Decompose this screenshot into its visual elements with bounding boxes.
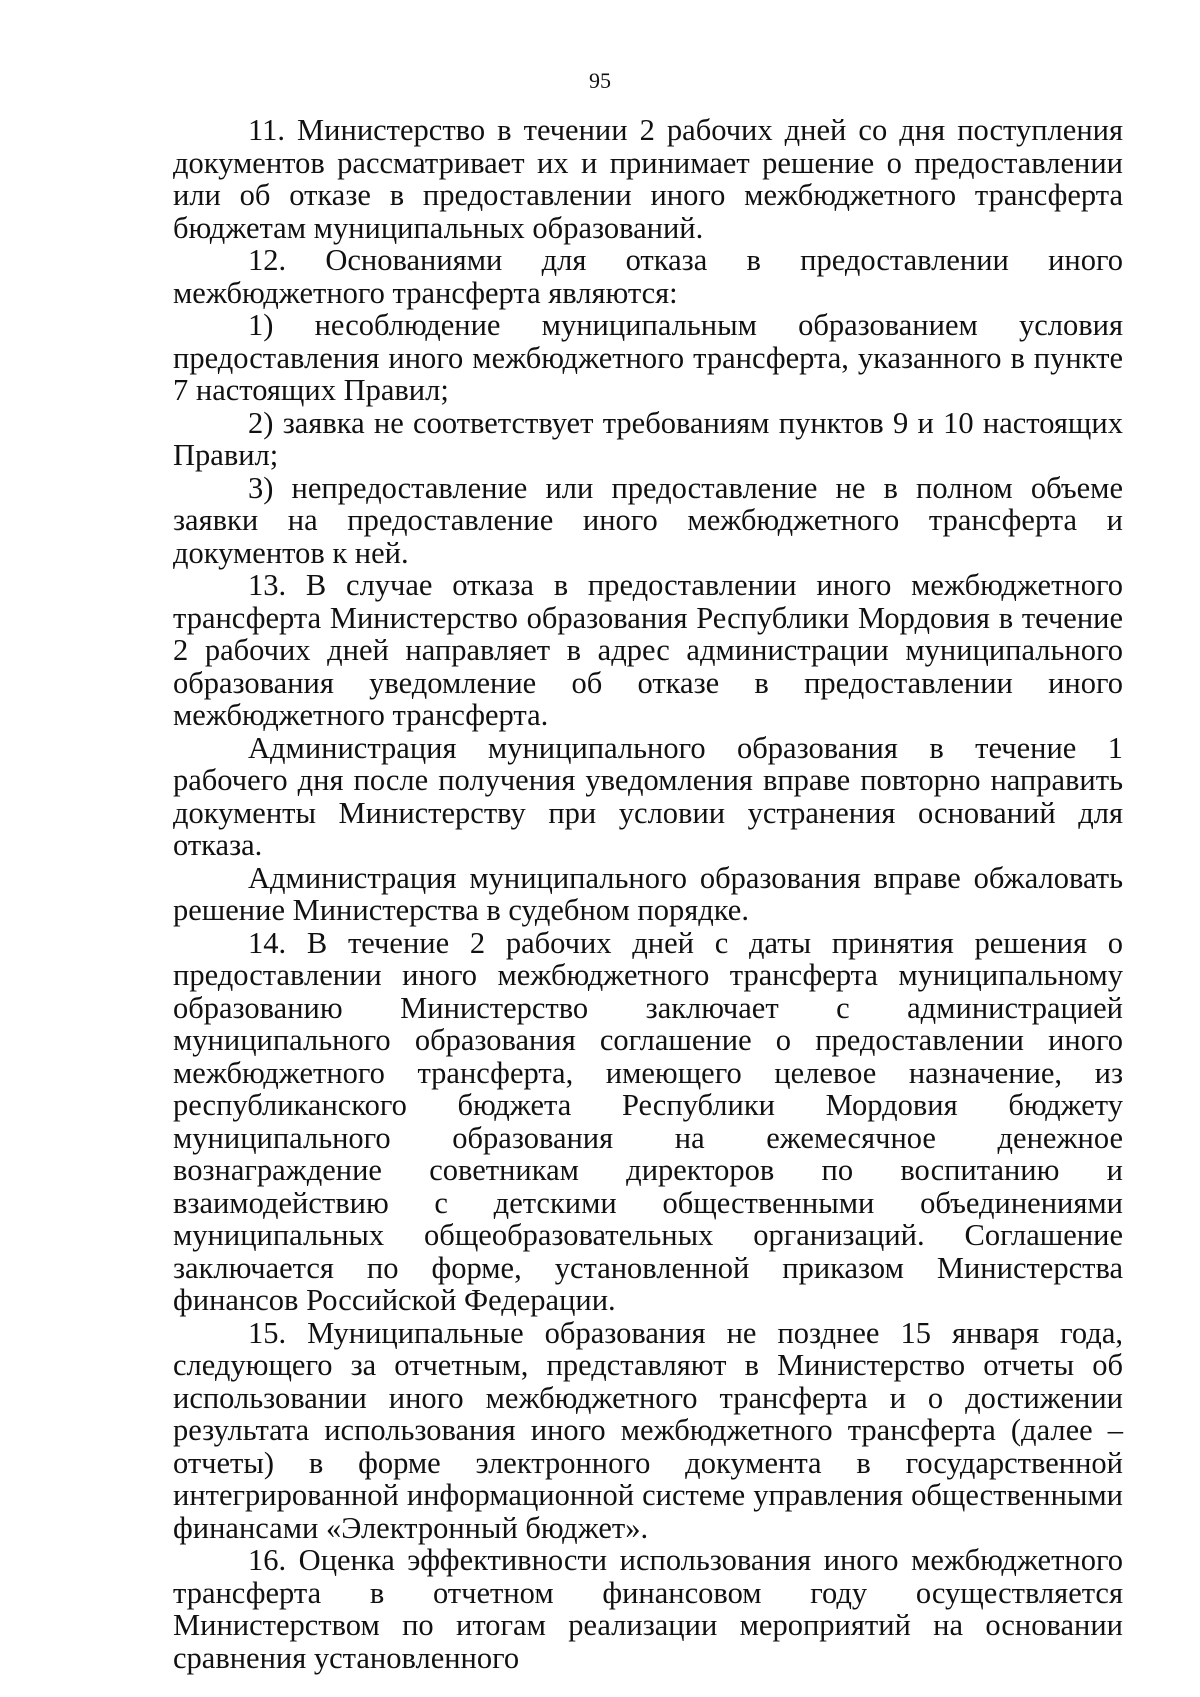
paragraph-13-appeal: Администрация муниципального образования вправе обжаловать решение Министерства в судебном порядке. (173, 860, 1123, 927)
paragraph-12: 12. Основаниями для отказа в предоставлении иного межбюджетного трансферта являются: (173, 243, 1123, 310)
document-body (173, 114, 1123, 1674)
paragraph-11: 11. Министерство в течении 2 рабочих дней со дня поступления документов рассматривает их и принимает решение о предоставлении или об отказе в предоставлении иного межбюджетного трансферта бюджетам муниципальных образований. (173, 113, 1123, 245)
paragraph-13: 13. В случае отказа в предоставлении иного межбюджетного трансферта Министерство образования Республики Мордовия в течение 2 рабочих дней направляет в адрес администрации муниципального образования уведомление об отказе в предоставлении иного межбюджетного трансферта. (173, 568, 1123, 732)
paragraph-12-item-2: 2) заявка не соответствует требованиям пунктов 9 и 10 настоящих Правил; (173, 405, 1123, 472)
paragraph-16: 16. Оценка эффективности использования иного межбюджетного трансферта в отчетном финансовом году осуществляется Министерством по итогам реализации мероприятий на основании сравнения установленного (173, 1543, 1123, 1675)
page-number: 95 (589, 68, 611, 93)
paragraph-14: 14. В течение 2 рабочих дней с даты принятия решения о предоставлении иного межбюджетного трансферта муниципальному образованию Министерство заключает с администрацией муниципального образования соглашение о предоставлении иного межбюджетного трансферта, имеющего целевое назначение, из республиканского бюджета Республики Мордовия бюджету муниципального образования на ежемесячное денежное вознаграждение советникам директоров по воспитанию и взаимодействию с детскими общественными объединениями муниципальных общеобразовательных организаций. Соглашение заключается по форме, установленной приказом Министерства финансов Российской Федерации. (173, 925, 1123, 1317)
paragraph-12-item-1: 1) несоблюдение муниципальным образованием условия предоставления иного межбюджетного трансферта, указанного в пункте 7 настоящих Правил; (173, 308, 1123, 407)
paragraph-12-item-3: 3) непредоставление или предоставление не в полном объеме заявки на предоставление иного межбюджетного трансферта и документов к ней. (173, 470, 1123, 570)
paragraph-15: 15. Муниципальные образования не позднее 15 января года, следующего за отчетным, представляют в Министерство отчеты об использовании иного межбюджетного трансферта и о достижении результата использования иного межбюджетного трансферта (далее – отчеты) в форме электронного документа в государственной интегрированной информационной системе управления общественными финансами «Электронный бюджет». (173, 1315, 1123, 1545)
paragraph-13-resubmission: Администрация муниципального образования в течение 1 рабочего дня после получения уведомления вправе повторно направить документы Министерству при условии устранения оснований для отказа. (173, 730, 1123, 862)
